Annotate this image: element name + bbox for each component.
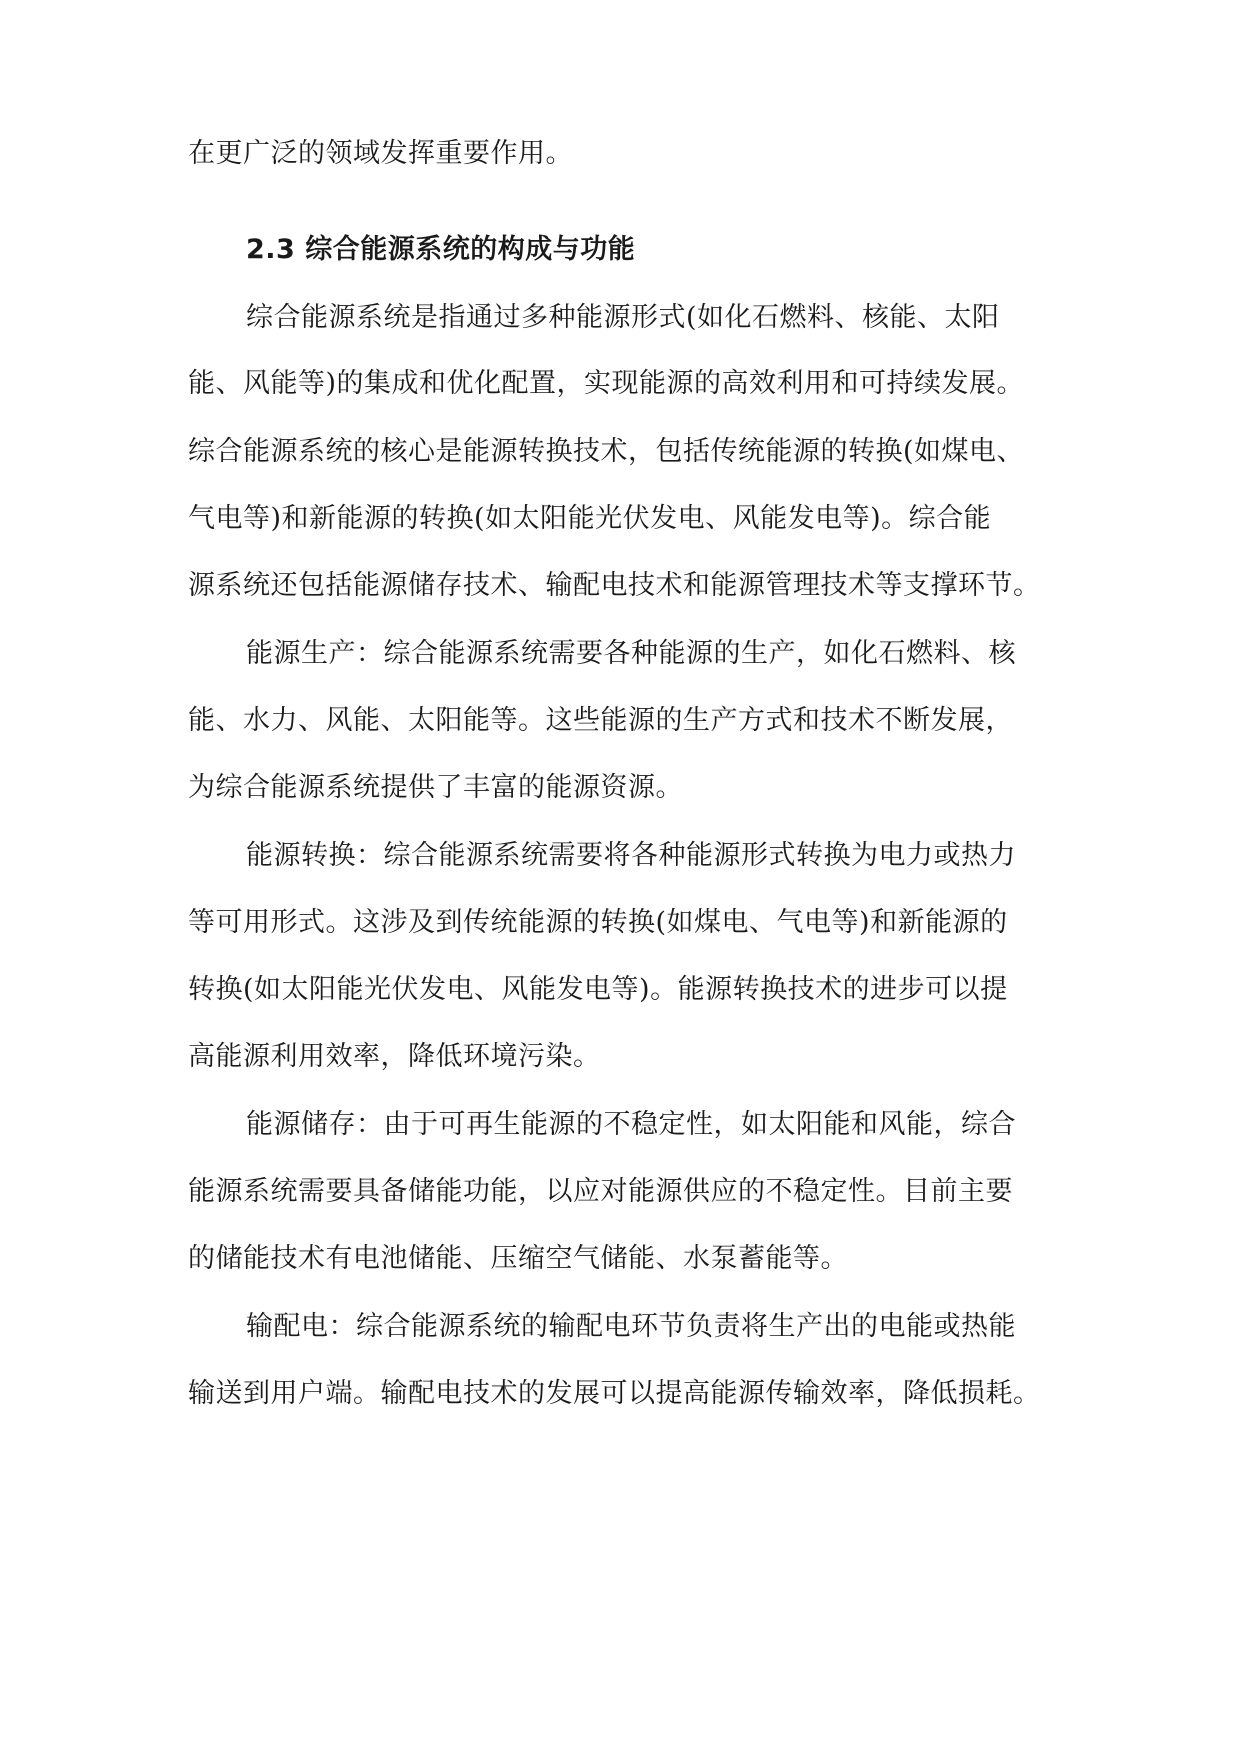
paragraph-line: 能、水力、风能、太阳能等。这些能源的生产方式和技术不断发展， (188, 705, 1013, 736)
paragraph-line: 在更广泛的领域发挥重要作用。 (188, 138, 573, 169)
paragraph-line: 综合能源系统的核心是能源转换技术，包括传统能源的转换(如煤电、 (188, 436, 1025, 467)
paragraph-line: 转换(如太阳能光伏发电、风能发电等)。能源转换技术的进步可以提 (188, 974, 1008, 1005)
paragraph-line: 输送到用户端。输配电技术的发展可以提高能源传输效率，降低损耗。 (188, 1378, 1041, 1409)
paragraph-line: 的储能技术有电池储能、压缩空气储能、水泵蓄能等。 (188, 1243, 848, 1274)
paragraph-line: 输配电：综合能源系统的输配电环节负责将生产出的电能或热能 (246, 1311, 1016, 1342)
paragraph-line: 综合能源系统是指通过多种能源形式(如化石燃料、核能、太阳 (246, 302, 1000, 333)
paragraph-line: 源系统还包括能源储存技术、输配电技术和能源管理技术等支撑环节。 (188, 570, 1041, 601)
paragraph-line: 气电等)和新能源的转换(如太阳能光伏发电、风能发电等)。综合能 (188, 503, 992, 534)
paragraph-line: 能源储存：由于可再生能源的不稳定性，如太阳能和风能，综合 (246, 1109, 1016, 1140)
paragraph-line: 能源生产：综合能源系统需要各种能源的生产，如化石燃料、核 (246, 638, 1016, 669)
paragraph-line: 能、风能等)的集成和优化配置，实现能源的高效利用和可持续发展。 (188, 368, 1025, 399)
paragraph-line: 能源转换：综合能源系统需要将各种能源形式转换为电力或热力 (246, 840, 1016, 871)
paragraph-line: 为综合能源系统提供了丰富的能源资源。 (188, 772, 683, 803)
section-heading: 2.3 综合能源系统的构成与功能 (246, 234, 636, 265)
paragraph-line: 能源系统需要具备储能功能，以应对能源供应的不稳定性。目前主要 (188, 1176, 1013, 1207)
paragraph-line: 高能源利用效率，降低环境污染。 (188, 1041, 601, 1072)
paragraph-line: 等可用形式。这涉及到传统能源的转换(如煤电、气电等)和新能源的 (188, 907, 1008, 938)
